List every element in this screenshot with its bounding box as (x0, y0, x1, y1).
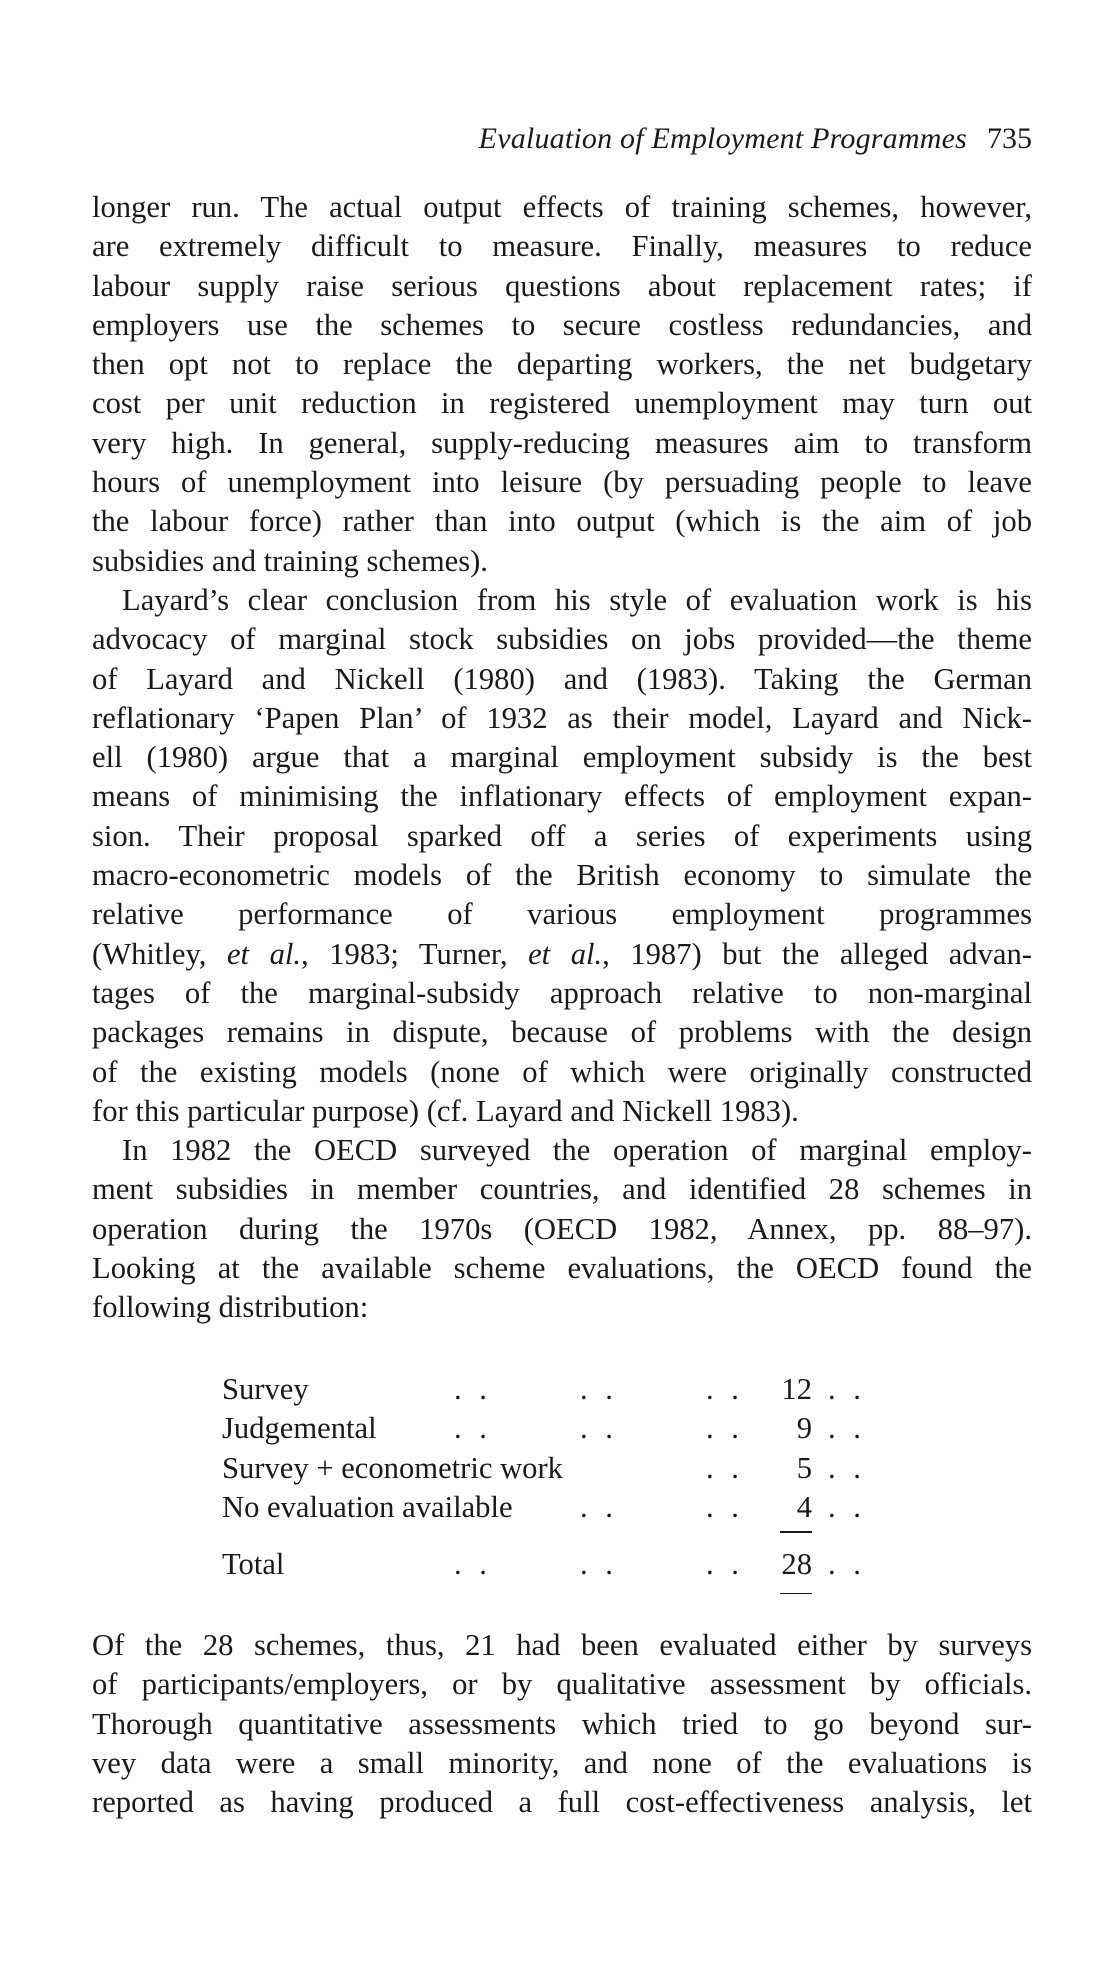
text-line: following distribution: (92, 1290, 369, 1325)
table-row: Survey + econometric work . . . . 5 (222, 1449, 902, 1488)
text-line: sion. Their proposal sparked off a series of experiments using (92, 818, 1032, 853)
text-line: Of the 28 schemes, thus, 21 had been evaluated either by surveys (92, 1628, 1032, 1662)
text-line: the labour force) rather than into output (which is the aim of job (92, 504, 1032, 539)
text-line: reported as having produced a full cost-effectiveness analysis, let (92, 1785, 1032, 1820)
text-line: Thorough quantitative assessments which tried to go beyond sur- (92, 1706, 1032, 1741)
text-line: of the existing models (none of which were originally constructed (92, 1054, 1032, 1089)
body-text (92, 188, 1032, 1328)
text-line: of participants/employers, or by qualitative assessment by officials. (92, 1667, 1032, 1702)
text-line: advocacy of marginal stock subsidies on jobs provided—the theme (92, 622, 1032, 657)
text-line: ment subsidies in member countries, and identified 28 schemes in (92, 1172, 1032, 1207)
paragraph-3 (92, 1131, 1032, 1327)
row-label: Total (222, 1547, 285, 1582)
page-number: 735 (987, 122, 1032, 155)
running-title: Evaluation of Employment Programmes (478, 122, 967, 155)
table-total-row: Total . . . . . . . . 28 (222, 1545, 902, 1584)
text-line: Looking at the available scheme evaluations, the OECD found the (92, 1251, 1032, 1286)
text-line: labour supply raise serious questions about replacement rates; if (92, 268, 1032, 303)
text-line: vey data were a small minority, and none of the evaluations is (92, 1745, 1032, 1780)
text-line: (Whitley, et al., 1983; Turner, et al., 1987) but the alleged advan- (92, 936, 1032, 971)
text-line: In 1982 the OECD surveyed the operation of marginal employ- (122, 1133, 1032, 1168)
row-count: 12 (781, 1372, 812, 1406)
text-line: tages of the marginal-subsidy approach relative to non-marginal (92, 975, 1032, 1010)
table-row: Judgemental . . . . . . . . 9 (222, 1409, 902, 1448)
text-line: reflationary ‘Papen Plan’ of 1932 as their model, Layard and Nick- (92, 700, 1032, 735)
text-line: subsidies and training schemes). (92, 543, 488, 578)
row-count: 28 (781, 1547, 812, 1582)
row-count: 4 (796, 1489, 812, 1524)
table-row: Survey . . . . . . . . 12 (222, 1370, 902, 1409)
text-line: packages remains in dispute, because of problems with the design (92, 1015, 1032, 1050)
text-line: for this particular purpose) (cf. Layard and Nickell 1983). (92, 1093, 799, 1128)
row-count: 9 (796, 1411, 812, 1446)
text-line: employers use the schemes to secure costless redundancies, and (92, 307, 1032, 342)
text-line: then opt not to replace the departing workers, the net budgetary (92, 347, 1032, 382)
sum-rule-top (780, 1531, 812, 1533)
text-line: are extremely difficult to measure. Finally, measures to reduce (92, 229, 1032, 264)
row-label: Judgemental (222, 1411, 377, 1446)
sum-rule-bottom (780, 1593, 812, 1595)
row-count: 5 (796, 1450, 812, 1485)
text-line: hours of unemployment into leisure (by persuading people to leave (92, 465, 1032, 500)
closing-paragraph (92, 1626, 1032, 1822)
row-label: Survey (222, 1372, 309, 1406)
text-line: longer run. The actual output effects of training schemes, however, (92, 190, 1032, 224)
text-line: means of minimising the inflationary effects of employment expan- (92, 779, 1032, 814)
running-head (479, 122, 1032, 156)
text-line: operation during the 1970s (OECD 1982, Annex, pp. 88–97). (92, 1211, 1032, 1246)
text-line: ell (1980) argue that a marginal employment subsidy is the best (92, 740, 1032, 775)
text-line: relative performance of various employment programmes (92, 897, 1032, 932)
table-row: No evaluation available . . . . . . 4 (222, 1488, 902, 1527)
text-line: macro-econometric models of the British economy to simulate the (92, 858, 1032, 893)
text-line: of Layard and Nickell (1980) and (1983). Taking the German (92, 661, 1032, 696)
row-label: Survey + econometric work (222, 1450, 563, 1485)
row-label: No evaluation available (222, 1489, 513, 1524)
text-line: cost per unit reduction in registered unemployment may turn out (92, 386, 1032, 421)
paragraph-2 (92, 581, 1032, 1131)
paragraph-1 (92, 188, 1032, 581)
text-line: Layard’s clear conclusion from his style of evaluation work is his (122, 582, 1032, 617)
text-line: very high. In general, supply-reducing measures aim to transform (92, 425, 1032, 460)
